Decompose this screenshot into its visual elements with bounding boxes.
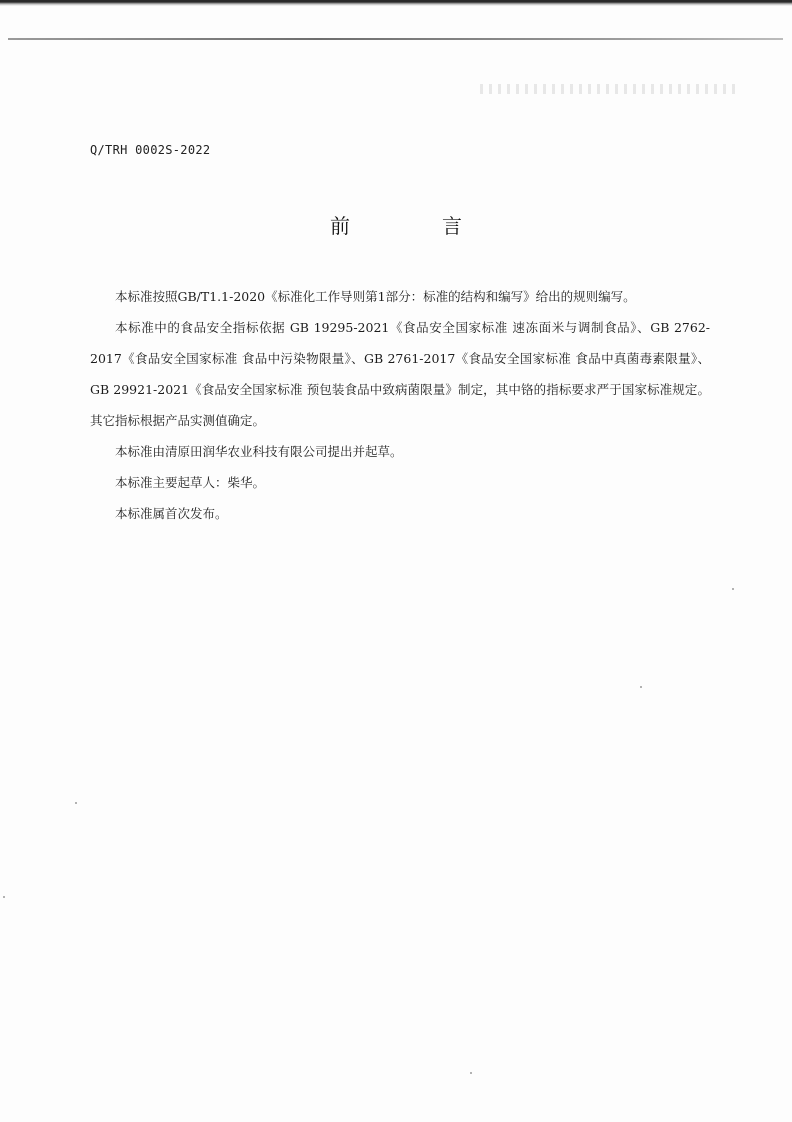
scan-speck — [75, 802, 77, 804]
paragraph-first-release: 本标准属首次发布。 — [115, 506, 228, 521]
paragraph-structure-rules: 本标准按照GB/T1.1-2020《标准化工作导则第1部分：标准的结构和编写》给出的规则编写。 — [115, 289, 636, 304]
scan-header-rule — [8, 38, 783, 40]
foreword-body — [90, 281, 710, 529]
scan-speck — [640, 686, 642, 688]
paragraph-proposer: 本标准由清原田润华农业科技有限公司提出并起草。 — [115, 444, 403, 459]
scan-noise — [480, 84, 740, 94]
scan-top-edge — [0, 0, 792, 6]
scan-speck — [732, 588, 734, 590]
scan-speck — [3, 896, 5, 898]
paragraph-safety-indicators: 本标准中的食品安全指标依据 GB 19295-2021《食品安全国家标准 速冻面米与调制食品》、GB 2762-2017《食品安全国家标准 食品中污染物限量》、GB 2761-2017《食品安全国家标准 食品中真菌毒素限量》、GB 29921-2021《食品安全国家标准 预包装食品中致病菌限量》制定，其中铬的指标要求严于国家标准规定。其它指标根据产品实测值确定。 — [90, 320, 710, 428]
paragraph-drafter: 本标准主要起草人：柴华。 — [115, 475, 266, 490]
scan-speck — [470, 1072, 472, 1074]
page-title: 前 言 — [330, 214, 498, 238]
document-code: Q/TRH 0002S-2022 — [90, 143, 211, 157]
